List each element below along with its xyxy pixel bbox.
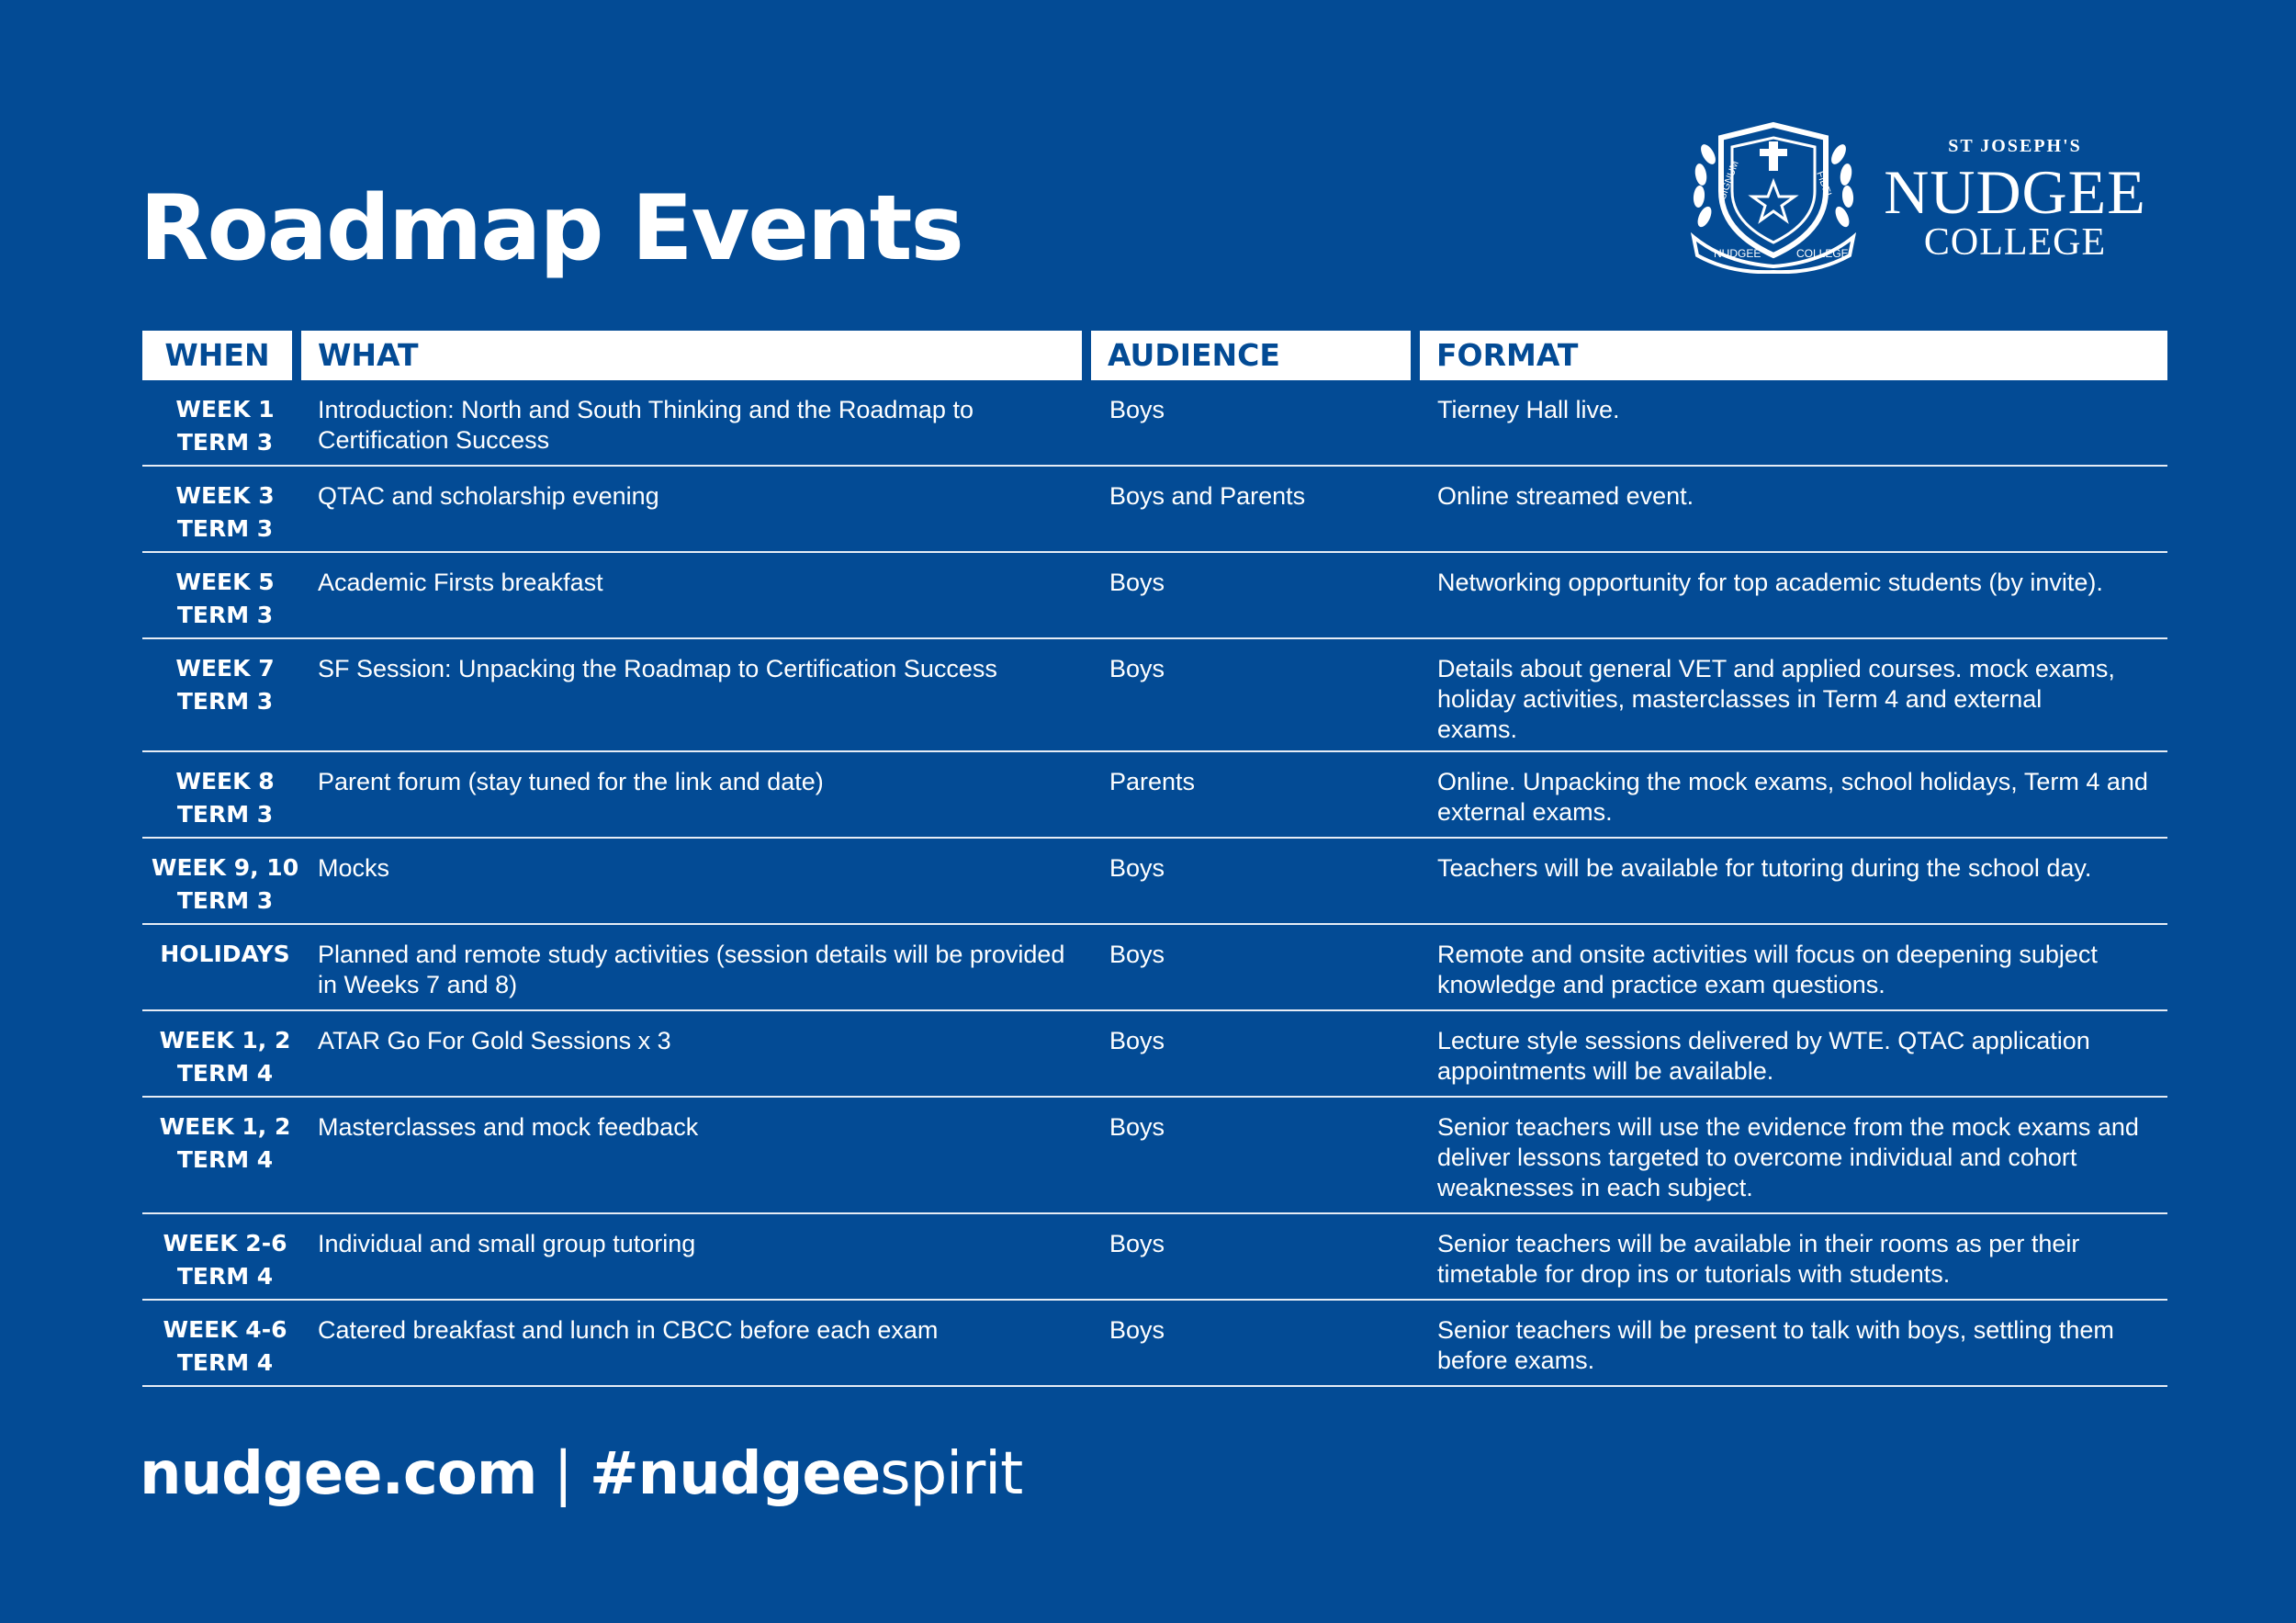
table-header (142, 331, 2167, 380)
when-term: TERM 3 (176, 602, 274, 628)
what-cell: Academic Firsts breakfast (318, 569, 603, 596)
what-cell: Planned and remote study activities (session details will be provided in Weeks 7 and 8) (318, 941, 1065, 998)
when-term: TERM 4 (176, 1060, 274, 1087)
when-cell (142, 938, 308, 971)
format-cell: Online streamed event. (1437, 482, 1694, 510)
what-cell: Mocks (318, 854, 390, 882)
when-term: TERM 3 (176, 515, 274, 542)
what-cell: Masterclasses and mock feedback (318, 1113, 699, 1141)
college-logo (1688, 118, 2166, 274)
format-cell: Senior teachers will be present to talk with boys, settling them before exams. (1437, 1316, 2114, 1374)
when-week: WEEK 5 (175, 569, 275, 595)
header-format: FORMAT (1420, 331, 2167, 380)
when-term: TERM 4 (176, 1146, 274, 1173)
when-cell (142, 1024, 308, 1090)
hashtag-bold: #nudgee (590, 1440, 881, 1508)
what-cell: Parent forum (stay tuned for the link and date) (318, 768, 824, 795)
when-cell (142, 1227, 308, 1293)
crest-right-text: FIDEI (1814, 169, 1834, 198)
when-cell (142, 566, 308, 632)
when-term: TERM 4 (176, 1349, 274, 1376)
audience-cell: Boys (1109, 655, 1165, 682)
format-cell: Remote and onsite activities will focus on deepening subject knowledge and practice exam questions. (1437, 941, 2098, 998)
when-cell (142, 652, 308, 718)
header-what: WHAT (301, 331, 1082, 380)
college-brand (1864, 136, 2166, 262)
audience-cell: Parents (1109, 768, 1196, 795)
header-when: WHEN (142, 331, 292, 380)
table-row (142, 1301, 2167, 1387)
what-cell: SF Session: Unpacking the Roadmap to Certification Success (318, 655, 997, 682)
format-cell: Tierney Hall live. (1437, 396, 1620, 423)
when-cell (142, 393, 308, 459)
when-week: WEEK 2-6 (163, 1230, 287, 1257)
audience-cell: Boys and Parents (1109, 482, 1306, 510)
when-term: TERM 4 (176, 1263, 274, 1290)
format-cell: Lecture style sessions delivered by WTE. QTAC application appointments will be available. (1437, 1027, 2090, 1085)
audience-cell: Boys (1109, 941, 1165, 968)
audience-cell: Boys (1109, 1230, 1165, 1257)
audience-cell: Boys (1109, 396, 1165, 423)
format-cell: Senior teachers will be available in their rooms as per their timetable for drop ins or tutorials with students. (1437, 1230, 2080, 1288)
hashtag-light: spirit (880, 1440, 1023, 1508)
brand-sub: COLLEGE (1923, 221, 2107, 264)
when-week: WEEK 3 (175, 482, 275, 509)
format-cell: Senior teachers will use the evidence from the mock exams and deliver lessons targeted to overcome individual and cohort weaknesses in each subject. (1437, 1113, 2139, 1201)
what-cell: Introduction: North and South Thinking and the Roadmap to Certification Success (318, 396, 974, 454)
events-table (142, 331, 2167, 1387)
audience-cell: Boys (1109, 1113, 1165, 1141)
table-row (142, 467, 2167, 553)
website-link[interactable]: nudgee.com (140, 1440, 537, 1508)
ribbon-left-text: NUDGEE (1714, 247, 1761, 260)
when-cell (142, 1313, 308, 1380)
crest-left-text: SIGNUM (1716, 159, 1741, 202)
table-row (142, 553, 2167, 639)
when-week: WEEK 1 (175, 396, 275, 423)
header-audience: AUDIENCE (1091, 331, 1411, 380)
when-cell (142, 479, 308, 546)
table-row (142, 839, 2167, 925)
when-week: WEEK 7 (175, 655, 275, 682)
when-term: TERM 3 (176, 801, 274, 828)
footer-separator: | (553, 1440, 574, 1508)
what-cell: Individual and small group tutoring (318, 1230, 696, 1257)
audience-cell: Boys (1109, 569, 1165, 596)
footer (140, 1442, 1022, 1506)
ribbon-right-text: COLLEGE (1796, 247, 1849, 260)
table-row (142, 1214, 2167, 1301)
format-cell: Networking opportunity for top academic students (by invite). (1437, 569, 2103, 596)
audience-cell: Boys (1109, 1316, 1165, 1344)
brand-name: NUDGEE (1884, 157, 2146, 227)
audience-cell: Boys (1109, 854, 1165, 882)
table-row (142, 1011, 2167, 1098)
format-cell: Teachers will be available for tutoring during the school day. (1437, 854, 2092, 882)
brand-top: ST JOSEPH'S (1948, 136, 2082, 156)
crest-icon (1688, 118, 1859, 274)
when-week: WEEK 9, 10 (151, 854, 299, 881)
when-cell (142, 851, 308, 918)
page-title: Roadmap Events (140, 176, 962, 281)
when-cell (142, 1110, 308, 1177)
format-cell: Online. Unpacking the mock exams, school holidays, Term 4 and external exams. (1437, 768, 2148, 826)
audience-cell: Boys (1109, 1027, 1165, 1054)
what-cell: Catered breakfast and lunch in CBCC before each exam (318, 1316, 939, 1344)
when-cell (142, 765, 308, 831)
table-row (142, 752, 2167, 839)
what-cell: ATAR Go For Gold Sessions x 3 (318, 1027, 671, 1054)
table-row (142, 1098, 2167, 1214)
table-row (142, 925, 2167, 1011)
when-week: WEEK 1, 2 (159, 1027, 291, 1054)
when-week: HOLIDAYS (160, 941, 290, 967)
when-week: WEEK 8 (175, 768, 275, 795)
when-week: WEEK 1, 2 (159, 1113, 291, 1140)
when-term: TERM 3 (176, 688, 274, 715)
what-cell: QTAC and scholarship evening (318, 482, 659, 510)
format-cell: Details about general VET and applied courses. mock exams, holiday activities, masterclasses in Term 4 and external exams. (1437, 655, 2115, 743)
when-week: WEEK 4-6 (163, 1316, 287, 1343)
table-row (142, 380, 2167, 467)
when-term: TERM 3 (176, 887, 274, 914)
table-row (142, 639, 2167, 752)
when-term: TERM 3 (176, 429, 274, 456)
